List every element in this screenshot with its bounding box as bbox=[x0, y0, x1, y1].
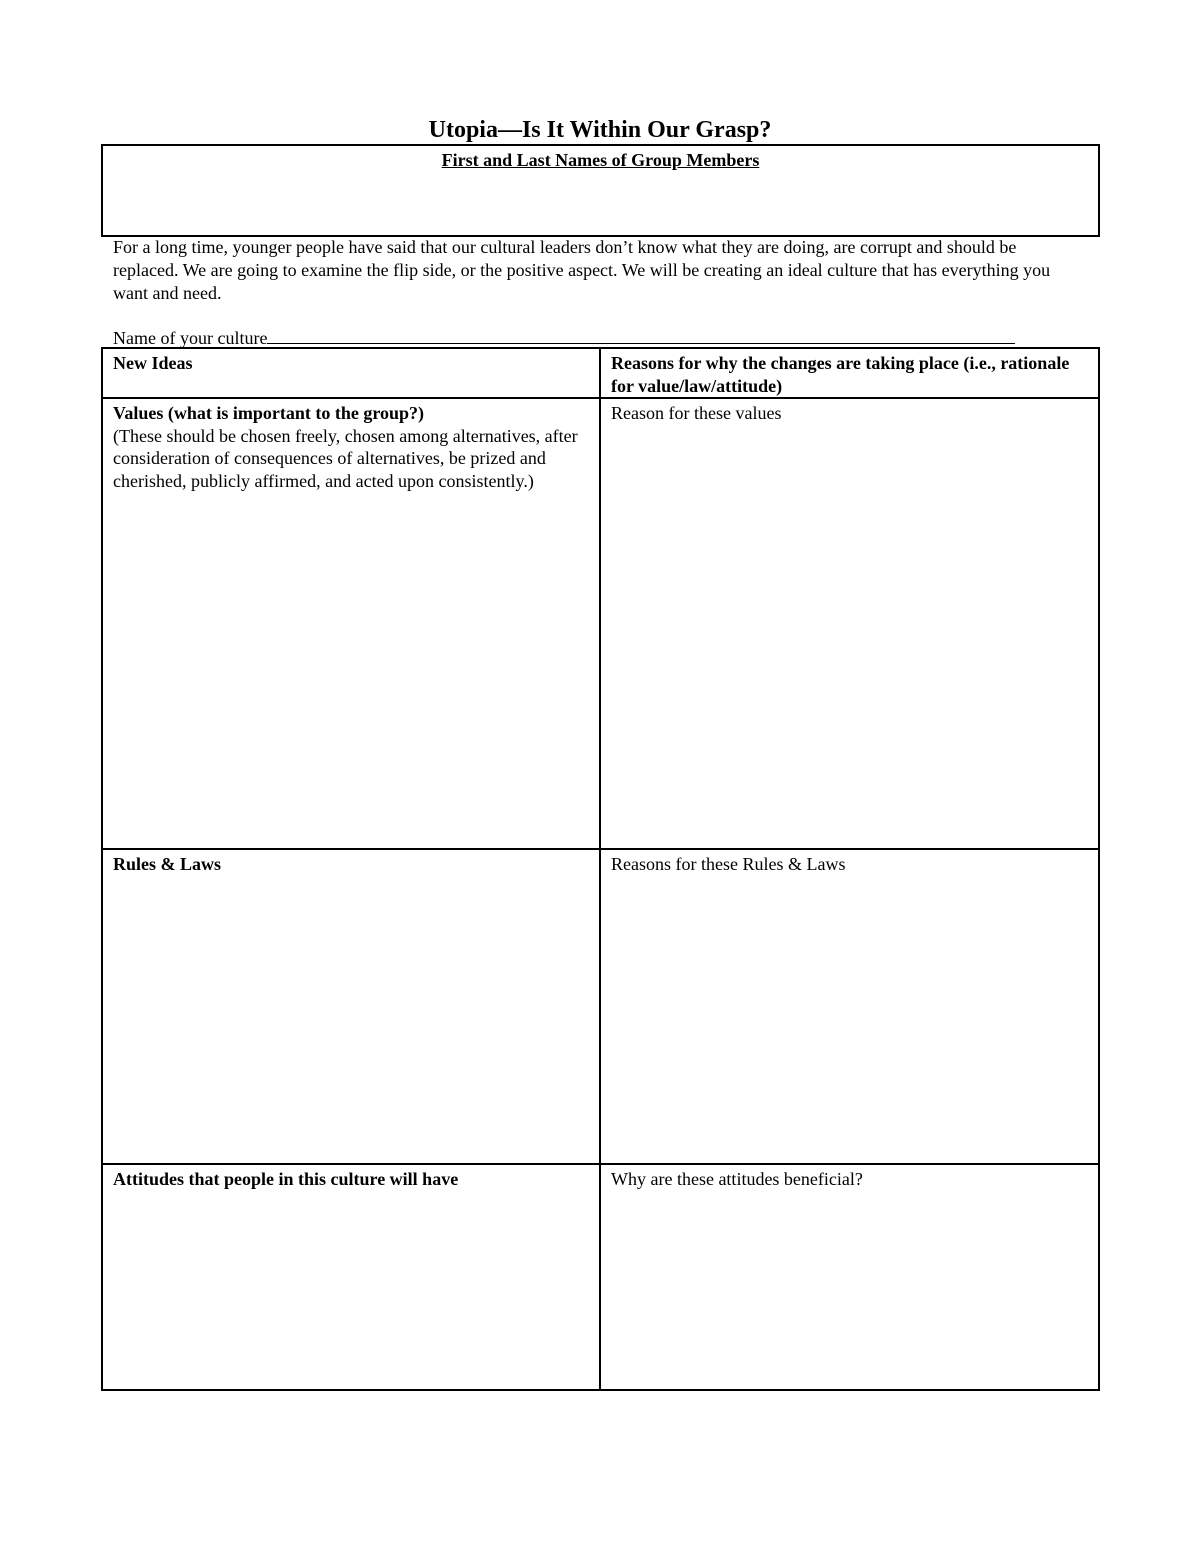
table-header-row bbox=[102, 348, 1099, 398]
header-reasons: Reasons for why the changes are taking place (i.e., rationale for value/law/attitude) bbox=[600, 348, 1099, 398]
culture-name-label: Name of your culture bbox=[113, 328, 268, 348]
rules-row bbox=[102, 849, 1099, 1164]
values-reason-label: Reason for these values bbox=[611, 403, 782, 423]
rules-heading: Rules & Laws bbox=[113, 854, 222, 874]
attitudes-row bbox=[102, 1164, 1099, 1390]
culture-name-blank[interactable] bbox=[267, 342, 1015, 344]
attitudes-heading: Attitudes that people in this culture will have bbox=[113, 1169, 459, 1189]
rules-reason-label: Reasons for these Rules & Laws bbox=[611, 854, 846, 874]
values-cell[interactable] bbox=[102, 398, 600, 849]
page-title: Utopia—Is It Within Our Grasp? bbox=[428, 117, 772, 143]
values-reason-cell[interactable] bbox=[600, 398, 1099, 849]
rules-reason-cell[interactable] bbox=[600, 849, 1099, 1164]
header-new-ideas: New Ideas bbox=[102, 348, 600, 398]
ideas-table bbox=[101, 347, 1100, 1391]
attitudes-reason-cell[interactable] bbox=[600, 1164, 1099, 1390]
attitudes-reason-label: Why are these attitudes beneficial? bbox=[611, 1169, 863, 1189]
group-members-label: First and Last Names of Group Members bbox=[441, 150, 760, 170]
values-row bbox=[102, 398, 1099, 849]
rules-cell[interactable] bbox=[102, 849, 600, 1164]
values-note: (These should be chosen freely, chosen among alternatives, after consideration of consequences of alternatives, be prized and cherished, publicly affirmed, and acted upon consistently.) bbox=[113, 425, 578, 491]
values-heading: Values (what is important to the group?) bbox=[113, 403, 425, 423]
attitudes-cell[interactable] bbox=[102, 1164, 600, 1390]
group-members-box[interactable] bbox=[101, 144, 1100, 237]
intro-paragraph: For a long time, younger people have said that our cultural leaders don’t know what they are doing, are corrupt and should be replaced. We are going to examine the flip side, or the positive aspect. We will be creating an ideal culture that has everything you want and need. bbox=[113, 237, 1051, 303]
